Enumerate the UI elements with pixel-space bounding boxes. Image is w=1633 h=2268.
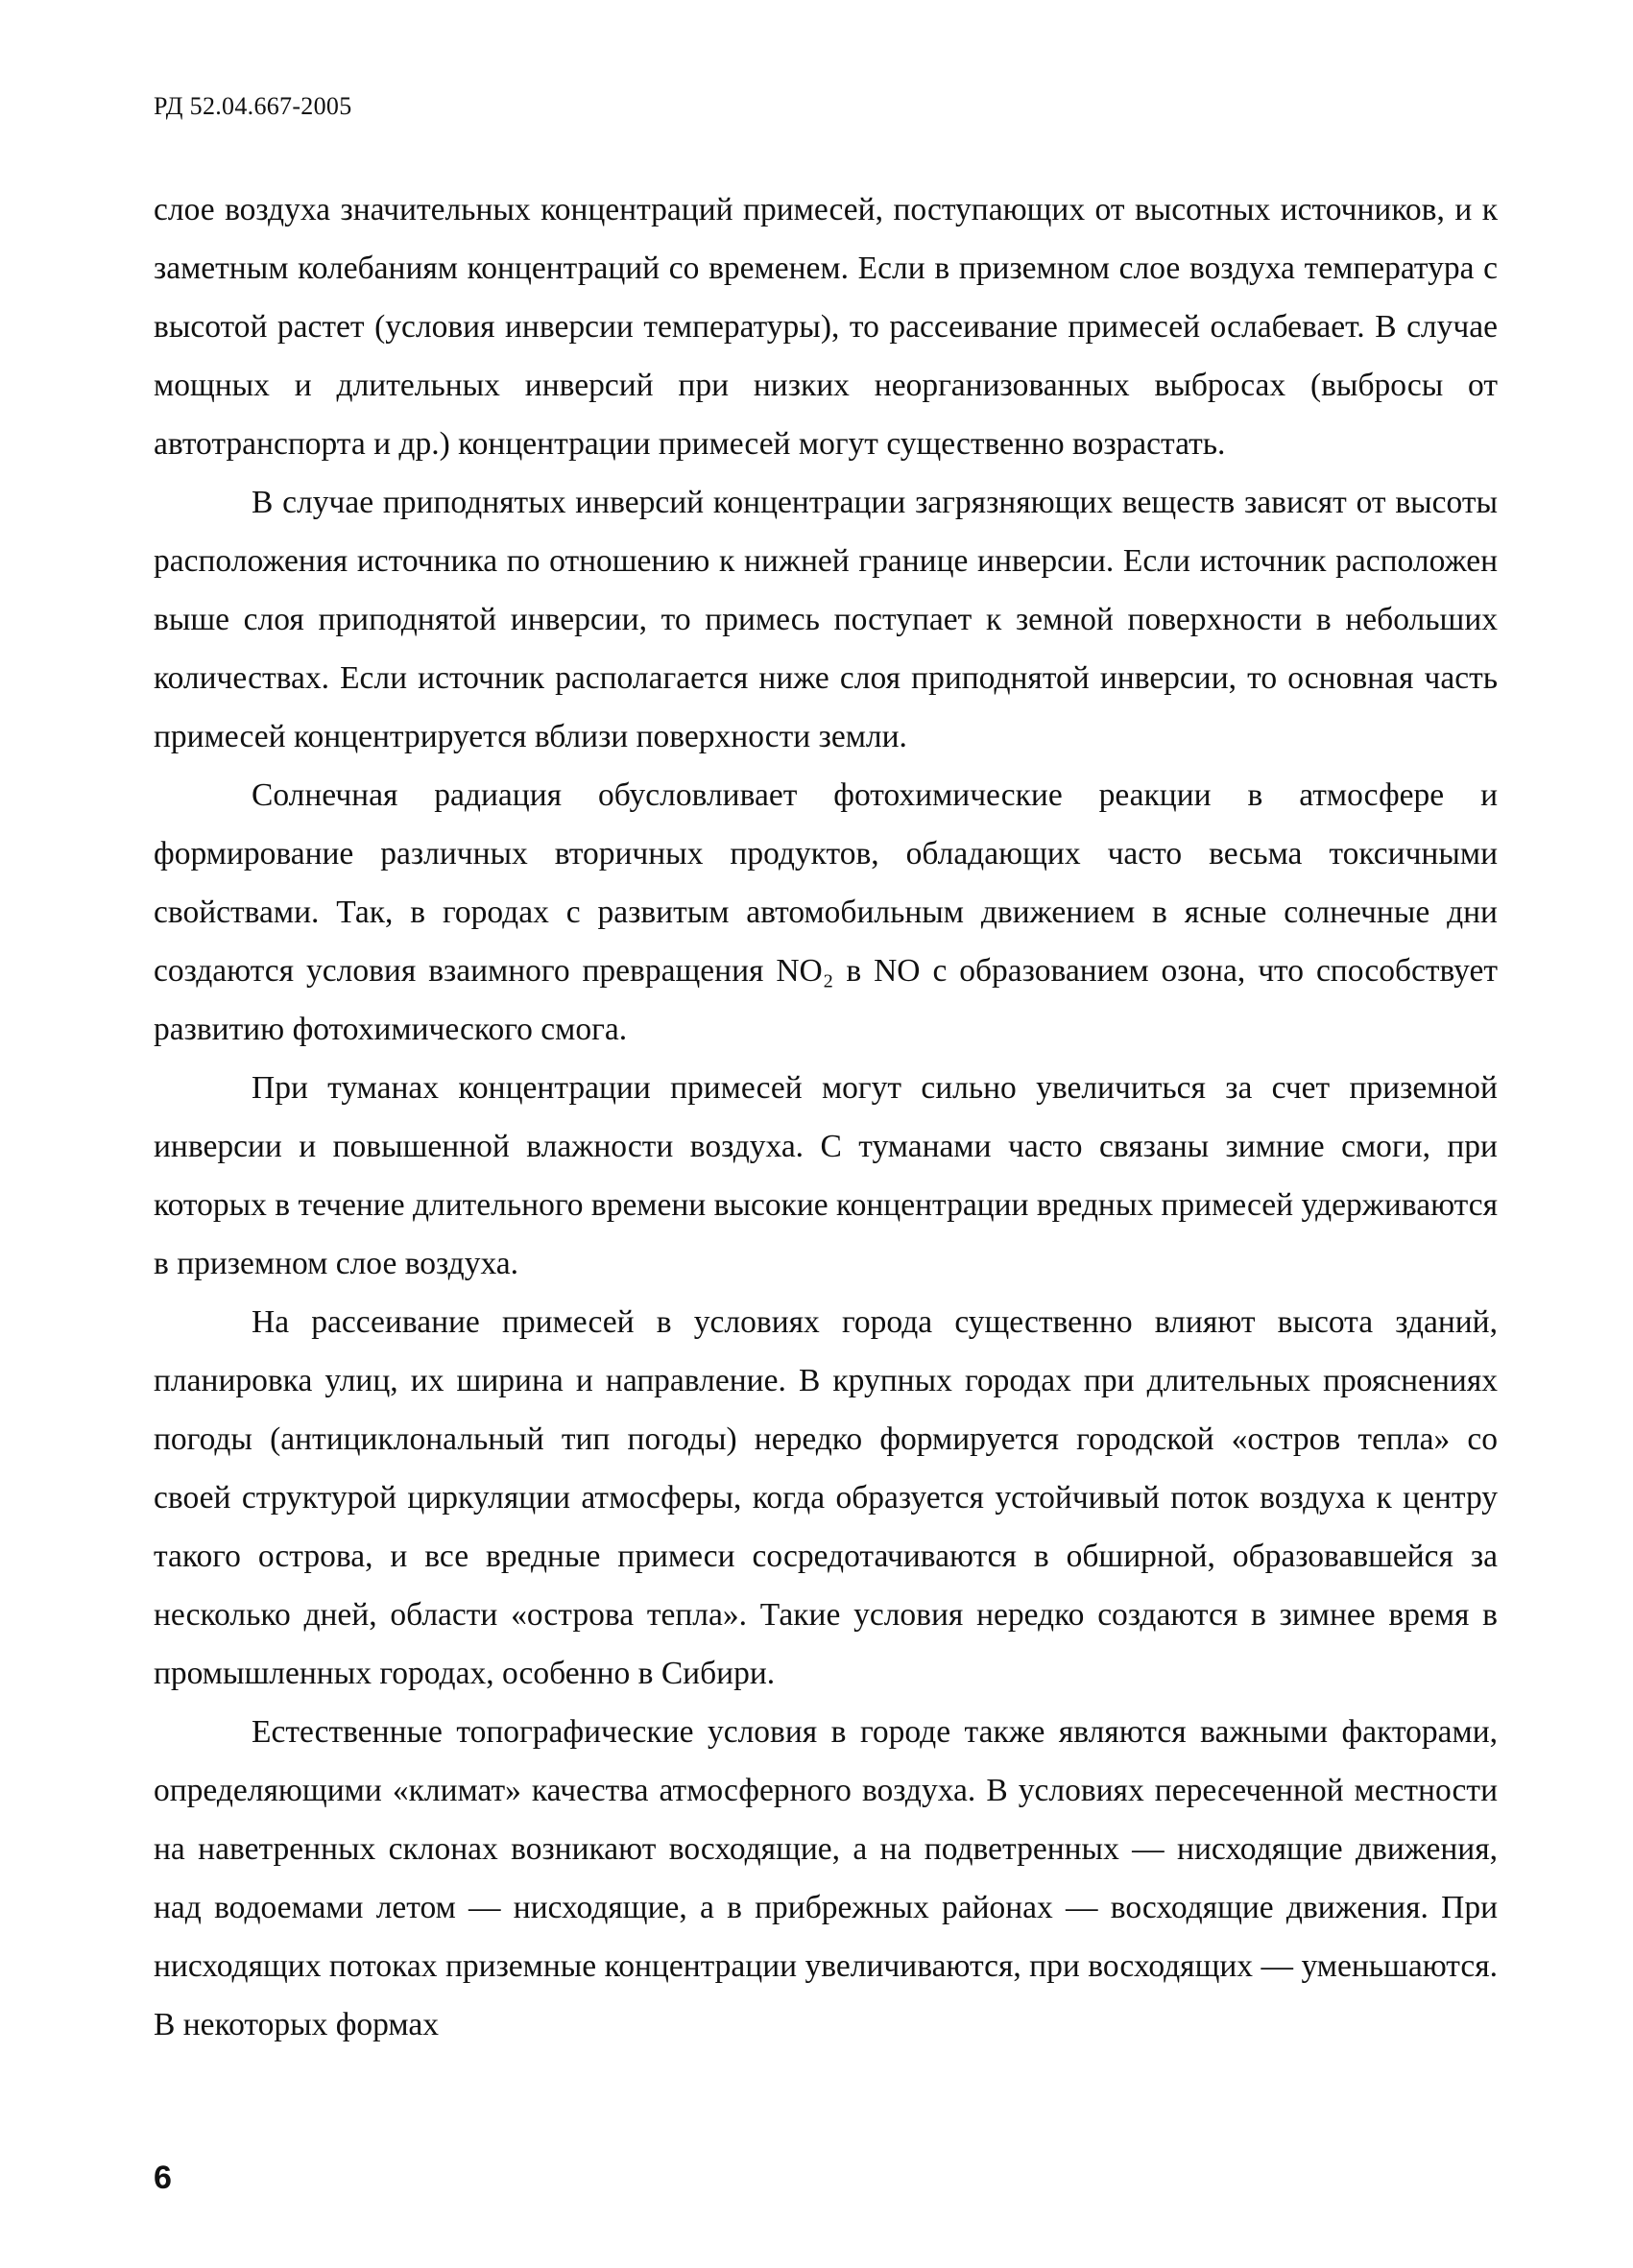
- page-number: 6: [154, 2160, 172, 2196]
- paragraph-4: При туманах концентрации примесей могут сильно увеличиться за счет приземной инверсии и повышенной влажности воздуха. С туманами часто связаны зимние смоги, при которых в течение длительного времени высокие концентрации вредных примесей удерживаются в приземном слое воздуха.: [154, 1070, 1498, 1281]
- paragraph-1-continuation: слое воздуха значительных концентраций примесей, поступающих от высотных источников, и к заметным колебаниям концентраций со временем. Если в приземном слое воздуха температура с высотой растет (условия инверсии температуры), то рассеивание примесей ослабевает. В случае мощных и длительных инверсий при низких неорганизованных выбросах (выбросы от автотранспорта и др.) концентрации примесей могут существенно возрастать.: [154, 192, 1498, 462]
- paragraph-6: Естественные топографические условия в городе также являются важными факторами, определяющими «климат» качества атмосферного воздуха. В условиях пересеченной местности на наветренных склонах возникают восходящие, а на подветренных — нисходящие движения, над водоемами летом — нисходящие, а в прибрежных районах — восходящие движения. При нисходящих потоках приземные концентрации увеличиваются, при восходящих — уменьшаются. В некоторых формах: [154, 1714, 1498, 2042]
- document-body: [154, 180, 1498, 2054]
- paragraph-3: Солнечная радиация обусловливает фотохимические реакции в атмосфере и формирование различных вторичных продуктов, обладающих часто весьма токсичными свойствами. Так, в городах с развитым автомобильным движением в ясные солнечные дни создаются условия взаимного превращения NO₂ в NO с образованием озона, что способствует развитию фотохимического смога.: [154, 777, 1498, 1047]
- paragraph-2: В случае приподнятых инверсий концентрации загрязняющих веществ зависят от высоты расположения источника по отношению к нижней границе инверсии. Если источник расположен выше слоя приподнятой инверсии, то примесь поступает к земной поверхности в небольших количествах. Если источник располагается ниже слоя приподнятой инверсии, то основная часть примесей концентрируется вблизи поверхности земли.: [154, 485, 1498, 754]
- paragraph-5: На рассеивание примесей в условиях города существенно влияют высота зданий, планировка улиц, их ширина и направление. В крупных городах при длительных прояснениях погоды (антициклональный тип погоды) нередко формируется городской «остров тепла» со своей структурой циркуляции атмосферы, когда образуется устойчивый поток воздуха к центру такого острова, и все вредные примеси сосредотачиваются в обширной, образовавшейся за несколько дней, области «острова тепла». Такие условия нередко создаются в зимнее время в промышленных городах, особенно в Сибири.: [154, 1304, 1498, 1691]
- document-header: РД 52.04.667-2005: [154, 92, 352, 120]
